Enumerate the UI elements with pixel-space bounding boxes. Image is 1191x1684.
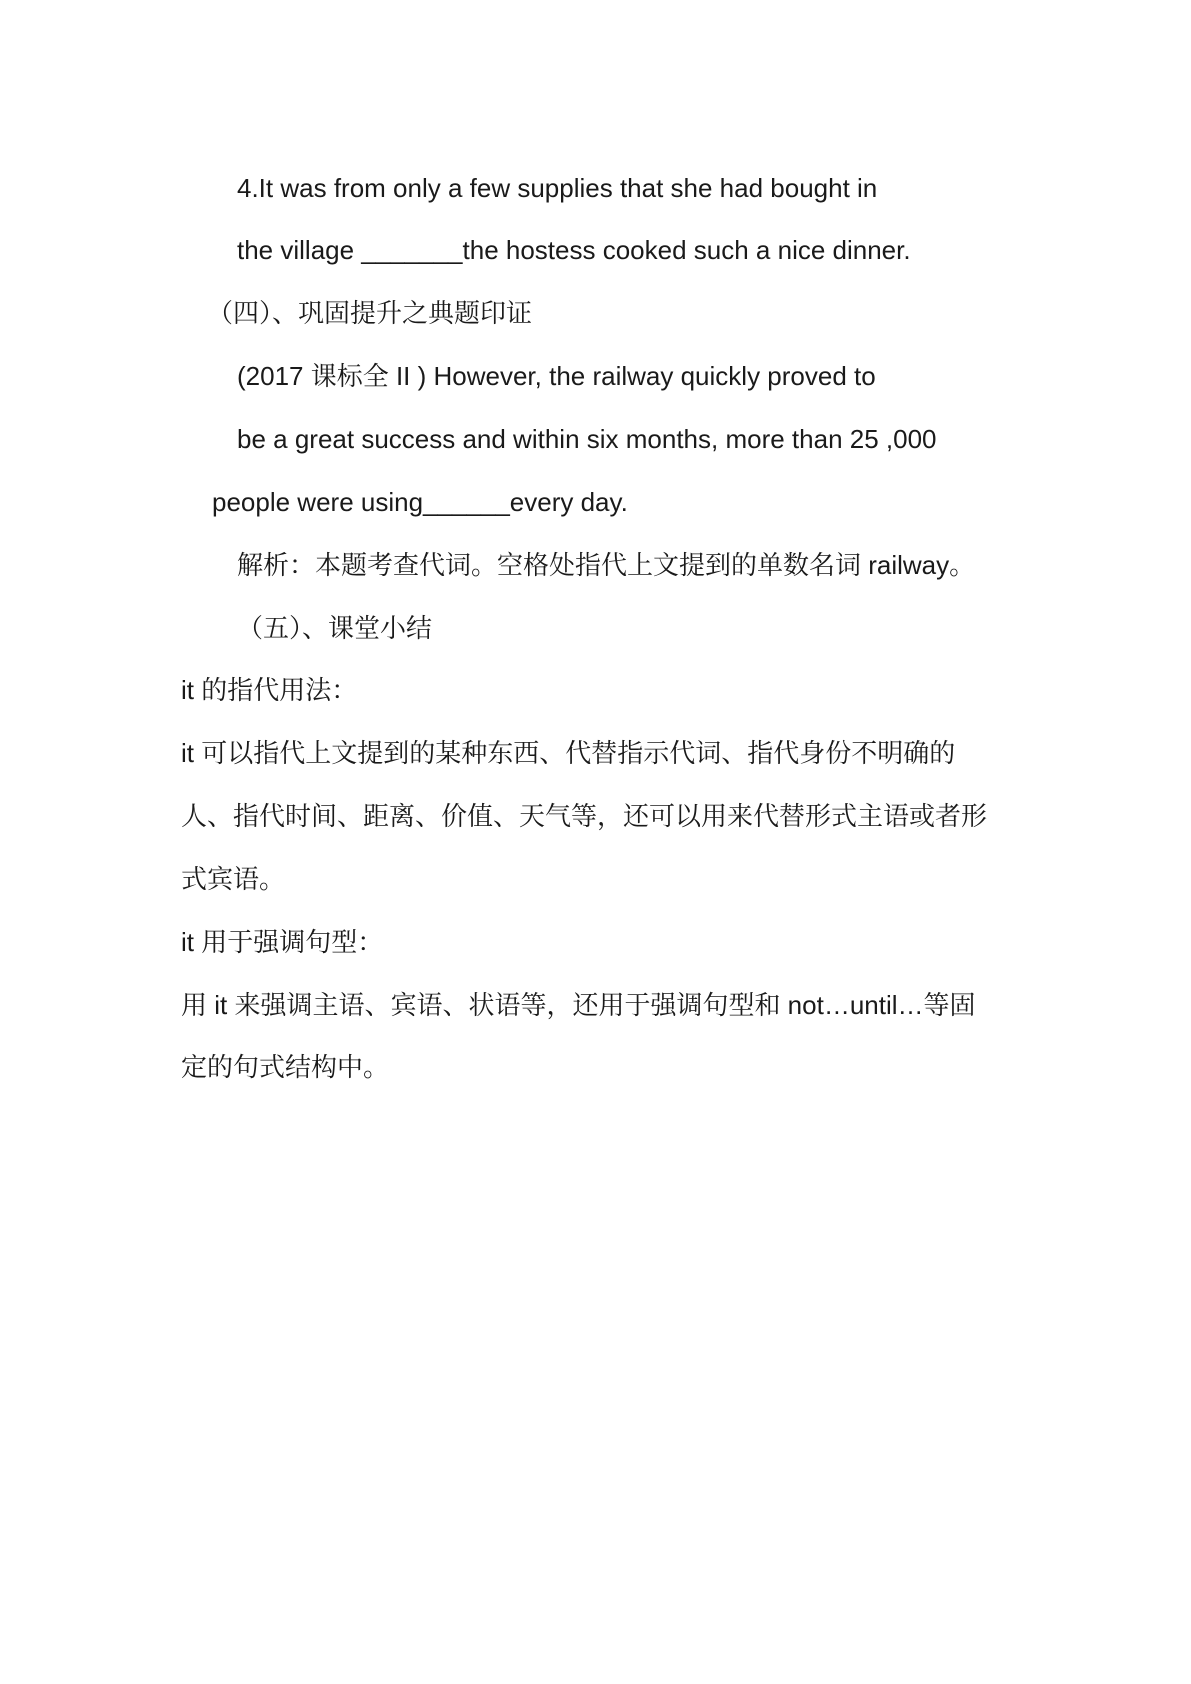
analysis-text: 解析：本题考查代词。空格处指代上文提到的单数名词 railway。	[237, 550, 976, 580]
question-4-line-2: the village _______the hostess cooked such a nice dinner.	[237, 235, 911, 265]
exam-question-line-1: (2017 课标全 II ) However, the railway quickly proved to	[237, 361, 876, 391]
it-reference-line-1: it 可以指代上文提到的某种东西、代替指示代词、指代身份不明确的	[181, 738, 956, 768]
section-5-title: （五）、课堂小结	[237, 613, 433, 643]
question-4-line-1: 4.It was from only a few supplies that she had bought in	[237, 173, 878, 203]
exam-question-line-3: people were using______every day.	[212, 487, 628, 517]
it-emphasis-line-1: 用 it 来强调主语、宾语、状语等，还用于强调句型和 not…until…等固	[181, 990, 976, 1020]
it-reference-line-3: 式宾语。	[181, 864, 286, 894]
exam-question-line-2: be a great success and within six months, more than 25 ,000	[237, 424, 937, 454]
it-emphasis-heading: it 用于强调句型：	[181, 927, 384, 957]
it-reference-line-2: 人、指代时间、距离、价值、天气等，还可以用来代替形式主语或者形	[181, 801, 988, 831]
it-reference-heading: it 的指代用法：	[181, 675, 358, 705]
section-4-title: （四）、巩固提升之典题印证	[207, 298, 533, 328]
it-emphasis-line-2: 定的句式结构中。	[181, 1052, 390, 1082]
